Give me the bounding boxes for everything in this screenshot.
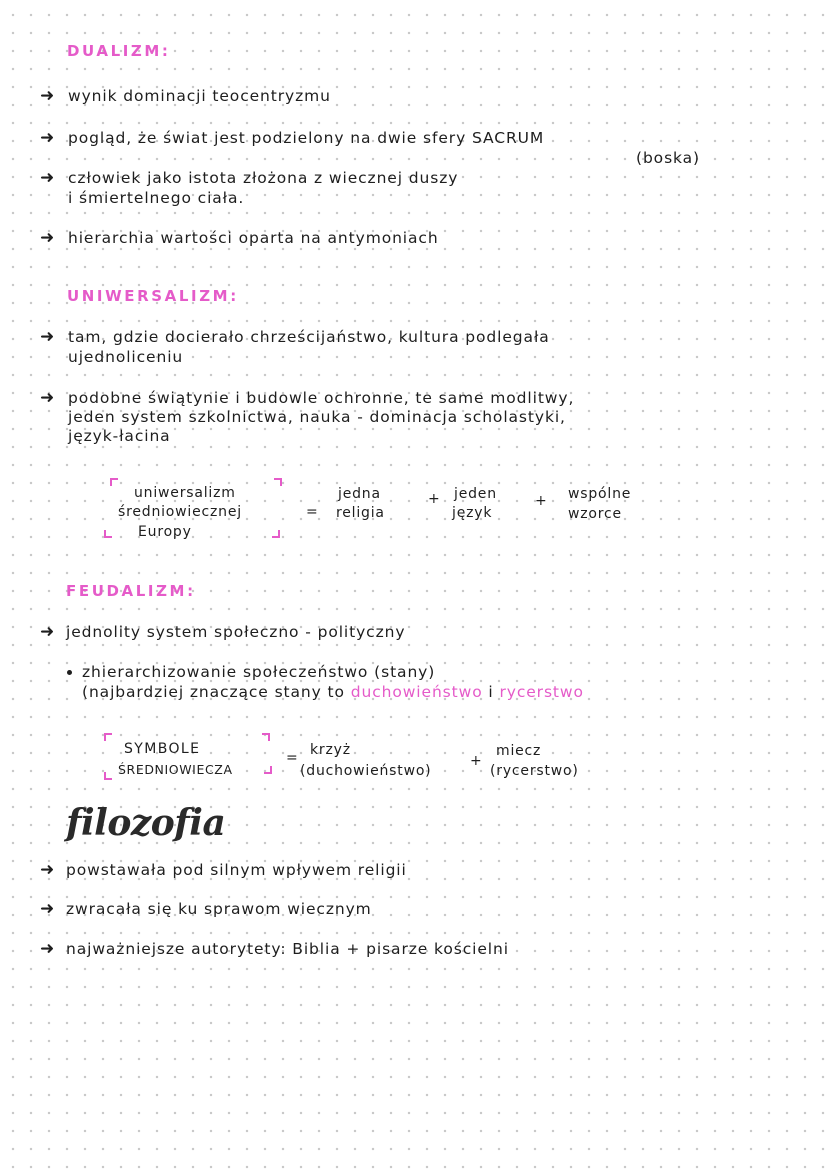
symbole-term1-line-1: krzyż <box>310 742 351 758</box>
equation-term3-line-1: wspólne <box>568 486 632 502</box>
highlight-duchowienstwo: duchowieństwo <box>350 683 483 701</box>
symbole-left-line-2: ŚREDNIOWIECZA <box>118 762 233 777</box>
dualizm-point-1: wynik dominacji teocentryzmu <box>68 87 331 105</box>
arrow-icon: ➜ <box>40 899 55 919</box>
dualizm-point-3-cont: i śmiertelnego ciała. <box>68 189 245 207</box>
dualizm-point-2: pogląd, że świat jest podzielony na dwie sfery SACRUM <box>68 129 545 147</box>
arrow-icon: ➜ <box>40 168 55 188</box>
highlight-rycerstwo: rycerstwo <box>499 683 584 701</box>
equation-term2-line-2: język <box>452 505 493 521</box>
filozofia-point-2: zwracała się ku sprawom wiecznym <box>66 900 372 918</box>
feudalizm-sub-line-1: zhierarchizowanie społeczeństwo (stany) <box>82 663 436 681</box>
equation-left-line-3: Europy <box>138 524 192 540</box>
equation-plus-2: + <box>535 493 548 509</box>
filozofia-point-3: najważniejsze autorytety: Biblia + pisarze kościelni <box>66 940 509 958</box>
bracket-corner <box>104 772 112 780</box>
symbole-term2-line-1: miecz <box>496 743 542 759</box>
arrow-icon: ➜ <box>40 388 55 408</box>
arrow-icon: ➜ <box>40 128 55 148</box>
arrow-icon: ➜ <box>40 939 55 959</box>
feudalizm-sub-prefix: (najbardziej znaczące stany to <box>82 683 345 701</box>
symbole-left-line-1: SYMBOLE <box>124 741 201 757</box>
dualizm-point-4: hierarchia wartości oparta na antymoniach <box>68 229 439 247</box>
uniwersalizm-point-2: podobne świątynie i budowle ochronne, te same modlitwy, <box>68 389 575 407</box>
bracket-corner <box>264 766 272 774</box>
feudalizm-connector: i <box>488 683 494 701</box>
equation-term1-line-2: religia <box>336 505 385 521</box>
dualizm-point-3: człowiek jako istota złożona z wiecznej duszy <box>68 169 459 187</box>
filozofia-point-1: powstawała pod silnym wpływem religii <box>66 861 407 879</box>
equation-left-line-2: średniowiecznej <box>118 504 242 520</box>
equation-equals: = <box>306 504 319 520</box>
dualizm-point-2-note: (boska) <box>636 149 700 167</box>
heading-dualizm: DUALIZM: <box>67 42 171 60</box>
bracket-corner <box>104 733 112 741</box>
uniwersalizm-point-1-cont: ujednoliceniu <box>68 348 184 366</box>
uniwersalizm-point-1: tam, gdzie docierało chrześcijaństwo, kultura podlegała <box>68 328 550 346</box>
equation-term2-line-1: jeden <box>454 486 497 502</box>
uniwersalizm-point-2-cont: jeden system szkolnictwa, nauka - dominacja scholastyki, <box>68 408 566 426</box>
symbole-term2-line-2: (rycerstwo) <box>490 763 579 779</box>
bracket-corner <box>274 478 282 486</box>
heading-filozofia: filozofia <box>66 802 226 844</box>
arrow-icon: ➜ <box>40 228 55 248</box>
bracket-corner <box>110 478 118 486</box>
feudalizm-point-1: jednolity system społeczno - polityczny <box>66 623 406 641</box>
arrow-icon: ➜ <box>40 327 55 347</box>
heading-feudalizm: FEUDALIZM: <box>66 582 196 600</box>
feudalizm-sub-line-2 <box>82 682 584 702</box>
equation-left-line-1: uniwersalizm <box>134 485 236 501</box>
bracket-corner <box>262 733 270 741</box>
equation-term1-line-1: jedna <box>338 486 381 502</box>
symbole-equals: = <box>286 750 299 766</box>
symbole-term1-line-2: (duchowieństwo) <box>300 763 432 779</box>
equation-plus-1: + <box>428 491 441 507</box>
bracket-corner <box>104 530 112 538</box>
symbole-plus: + <box>470 753 483 769</box>
uniwersalizm-point-2-cont2: język-łacina <box>68 427 171 445</box>
arrow-icon: ➜ <box>40 622 55 642</box>
bullet-icon <box>67 670 72 675</box>
arrow-icon: ➜ <box>40 860 55 880</box>
arrow-icon: ➜ <box>40 86 55 106</box>
bracket-corner <box>272 530 280 538</box>
equation-term3-line-2: wzorce <box>568 506 622 522</box>
heading-uniwersalizm: UNIWERSALIZM: <box>67 287 239 305</box>
